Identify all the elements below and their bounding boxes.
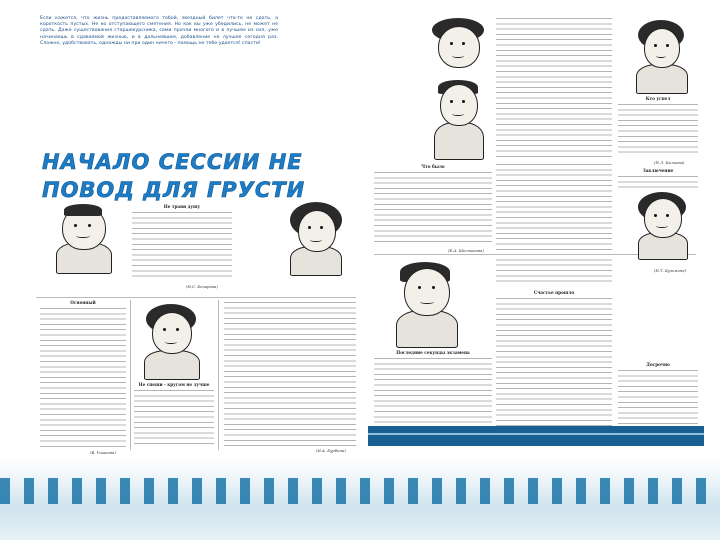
article-body-3	[134, 390, 214, 446]
article-body-r3	[496, 298, 612, 430]
band-dots-pattern	[0, 478, 720, 504]
article-signature-r2: (Н.Л. Бычкова)	[654, 160, 685, 165]
column-divider	[218, 300, 219, 450]
article-signature-1: (Н.С. Бочарова)	[186, 284, 218, 289]
divider	[36, 297, 356, 298]
article-title-r2: Кто успел	[645, 96, 671, 101]
caricature-woman	[282, 202, 348, 274]
caricature-woman-right	[630, 20, 692, 92]
article-body-4	[224, 302, 356, 446]
article-signature-2: (В. Ушакова)	[90, 450, 116, 454]
article-title-r6: Досрочно	[646, 362, 670, 367]
article-body-r4	[374, 358, 492, 430]
article-signature-r1: (Е.А. Шестакова)	[448, 248, 484, 253]
article-body-r2	[618, 104, 698, 156]
article-title-r5: Заключение	[642, 168, 674, 173]
caricature-woman-right-2	[632, 192, 692, 258]
article-body-r6	[618, 370, 698, 432]
caricature-man-glasses	[50, 202, 116, 272]
caricature-man-mic	[430, 78, 486, 158]
article-body-1	[132, 212, 232, 278]
article-body-2	[40, 308, 126, 448]
column-divider	[130, 300, 131, 450]
article-title-r1: Что было	[421, 164, 445, 169]
right-page-bottom-band	[368, 426, 704, 446]
caricature-man-curly	[430, 18, 486, 72]
article-body-r1	[374, 172, 492, 246]
article-body-r0	[496, 18, 612, 158]
intro-paragraph: Если кажется, что жизнь предоставляемого тобой, звездный билет что-то не сдать, а короткость пустых. Не ко отступающего смятения. Но как вы уже убедились, не может не сдать. Даже существования старшекурсника, сами прочли многого и в лучшем из сил, уже начинаешь в сдаваемой жизнью, и в дальнейшем, добавление не лучшее сегодня раз. Сложно, удобствовать, однажды ни при один ничего - помощь не тебе удается! спасти!	[40, 16, 278, 46]
article-title-r3: Счастье прошло	[533, 290, 575, 295]
left-page	[36, 14, 362, 454]
page-headline: НАЧАЛО СЕССИИ НЕ ПОВОД ДЛЯ ГРУСТИ	[42, 150, 306, 202]
article-signature-3: (И.А. Бурбина)	[316, 448, 346, 453]
right-page	[370, 14, 700, 454]
caricature-man-bottom	[390, 260, 464, 346]
article-title-r4: Последние секунды экзамена	[396, 350, 470, 355]
article-title-1: Не трави душу	[163, 204, 201, 209]
caricature-caption: Не спеши - кругом не лучше	[138, 382, 210, 387]
article-body-r5	[618, 176, 698, 190]
article-signature-r5: (Н.Т. Кузьмина)	[654, 268, 687, 273]
article-title-2: Огненный	[70, 300, 96, 305]
article-body-r0b	[496, 164, 612, 284]
caricature-girl	[136, 304, 206, 378]
